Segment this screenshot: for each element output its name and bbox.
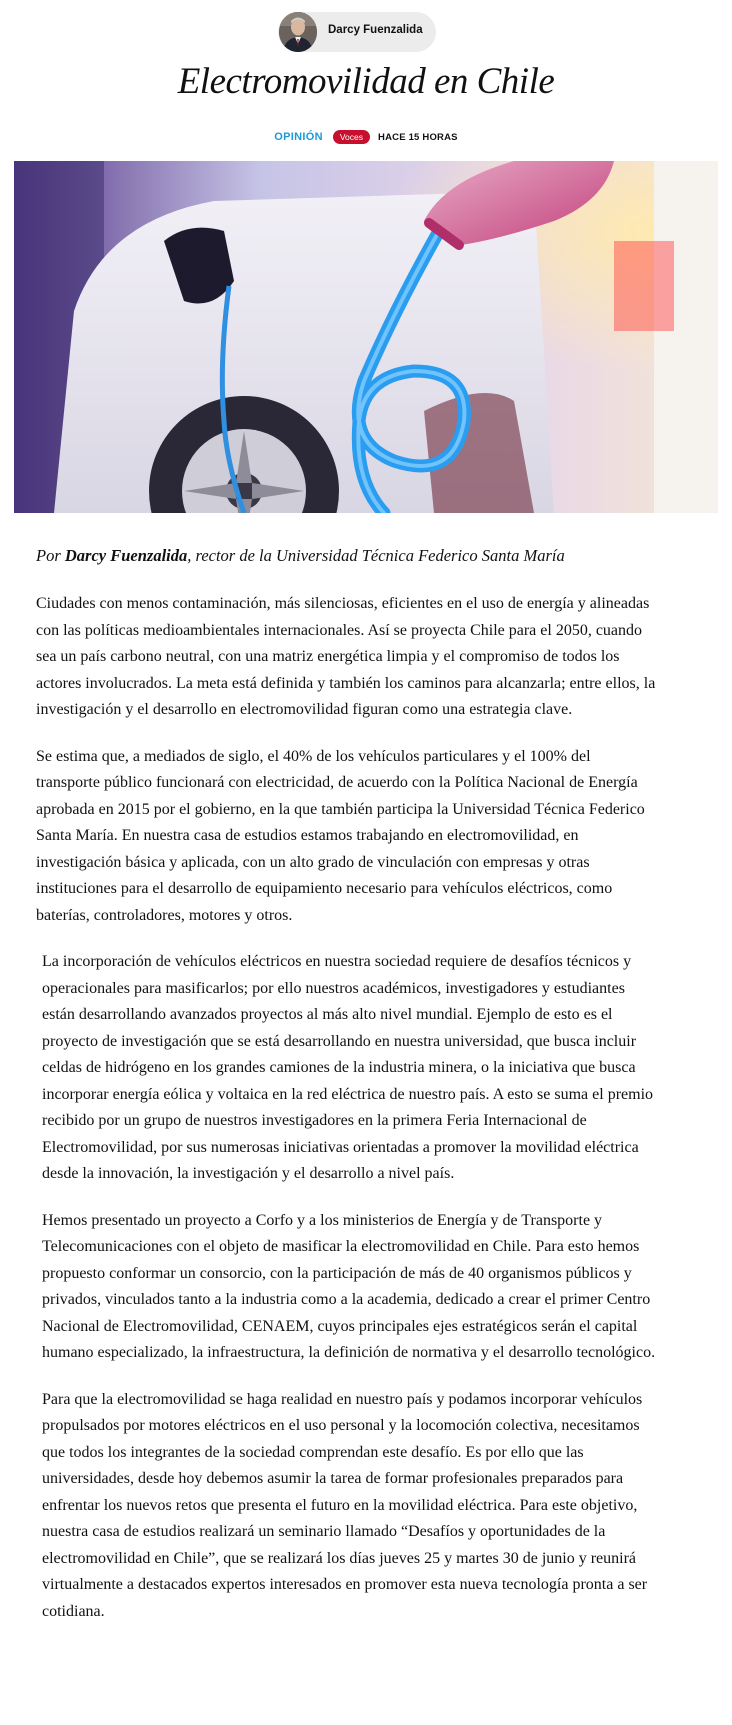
tag-badge[interactable]: Voces [333, 130, 370, 144]
section-link[interactable]: OPINIÓN [274, 131, 323, 143]
paragraph-1: Ciudades con menos contaminación, más silenciosas, eficientes en el uso de energía y alineadas con las políticas medioambientales internacionales. Así se proyecta Chile para el 2050, cuando sea un país carbono neutral, con una matriz energética limpia y el compromiso de todos los actores involucrados. La meta está definida y también los caminos para alcanzarla; entre ellos, la investigación y el desarrollo en electromovilidad figuran como una estrategia clave. [36, 595, 656, 718]
article-body [36, 545, 656, 1645]
article-meta [0, 130, 732, 144]
byline [36, 545, 656, 567]
ev-charging-illustration [14, 161, 718, 513]
paragraph-5: Para que la electromovilidad se haga realidad en nuestro país y podamos incorporar vehículos propulsados por motores eléctricos en el uso personal y la locomoción colectiva, necesitamos que todos los integrantes de la sociedad comprendan este desafío. Es por ello que las universidades, desde hoy debemos asumir la tarea de formar profesionales preparados para enfrentar los nuevos retos que presenta el futuro en la movilidad eléctrica. Para este objetivo, nuestra casa de estudios realizará un seminario llamado “Desafíos y oportunidades de la electromovilidad en Chile”, que se realizará los días jueves 25 y martes 30 de junio y reunirá virtualmente a destacados expertos interesados en promover esta nueva tecnología pronta a ser cotidiana. [42, 1390, 648, 1620]
author-chip[interactable] [278, 12, 436, 52]
author-name[interactable]: Darcy Fuenzalida [328, 24, 423, 36]
paragraph-2: Se estima que, a mediados de siglo, el 40% de los vehículos particulares y el 100% del transporte público funcionará con electricidad, de acuerdo con la Política Nacional de Energía aprobada en 2015 por el gobierno, en la que también participa la Universidad Técnica Federico Santa María. En nuestra casa de estudios estamos trabajando en electromovilidad, en investigación básica y aplicada, con un alto grado de vinculación con empresas y otras instituciones para el desarrollo de equipamiento necesario para vehículos eléctricos, como baterías, controladores, motores y otros. [36, 747, 645, 924]
article-title: Electromovilidad en Chile [177, 61, 555, 102]
author-avatar [279, 12, 317, 52]
author-photo [279, 12, 317, 52]
publish-time: HACE 15 HORAS [378, 131, 458, 143]
byline-author: Darcy Fuenzalida [64, 546, 188, 565]
paragraph-3: La incorporación de vehículos eléctricos en nuestra sociedad requiere de desafíos técnicos y operacionales para masificarlos; por ello nuestros académicos, investigadores y estudiantes están desarrollando avanzados proyectos al más alto nivel mundial. Ejemplo de esto es el proyecto de investigación que se está desarrollando en nuestra universidad, que busca incluir celdas de hidrógeno en los grandes camiones de la industria minera, o la iniciativa que busca incorporar energía eólica y voltaica en la red eléctrica de nuestro país. A esto se suma el premio recibido por un grupo de nuestros investigadores en la primera Feria Internacional de Electromovilidad, por sus numerosas iniciativas orientadas a promover la movilidad eléctrica desde la innovación, la investigación y el desarrollo a nivel país. [42, 953, 654, 1182]
hero-image [14, 161, 718, 513]
paragraph-4: Hemos presentado un proyecto a Corfo y a los ministerios de Energía y de Transporte y Telecomunicaciones con el objeto de masificar la electromovilidad en Chile. Para esto hemos propuesto conformar un consorcio, con la participación de más de 40 organismos públicos y privados, vinculados tanto a la industria como a la academia, dedicado a crear el primer Centro Nacional de Electromovilidad, CENAEM, cuyos principales ejes estratégicos serán el capital humano especializado, la infraestructura, la definición de normativa y el desarrollo tecnológico. [42, 1211, 656, 1361]
byline-prefix: Por [36, 546, 65, 565]
byline-role: , rector de la Universidad Técnica Federico Santa María [187, 546, 565, 565]
